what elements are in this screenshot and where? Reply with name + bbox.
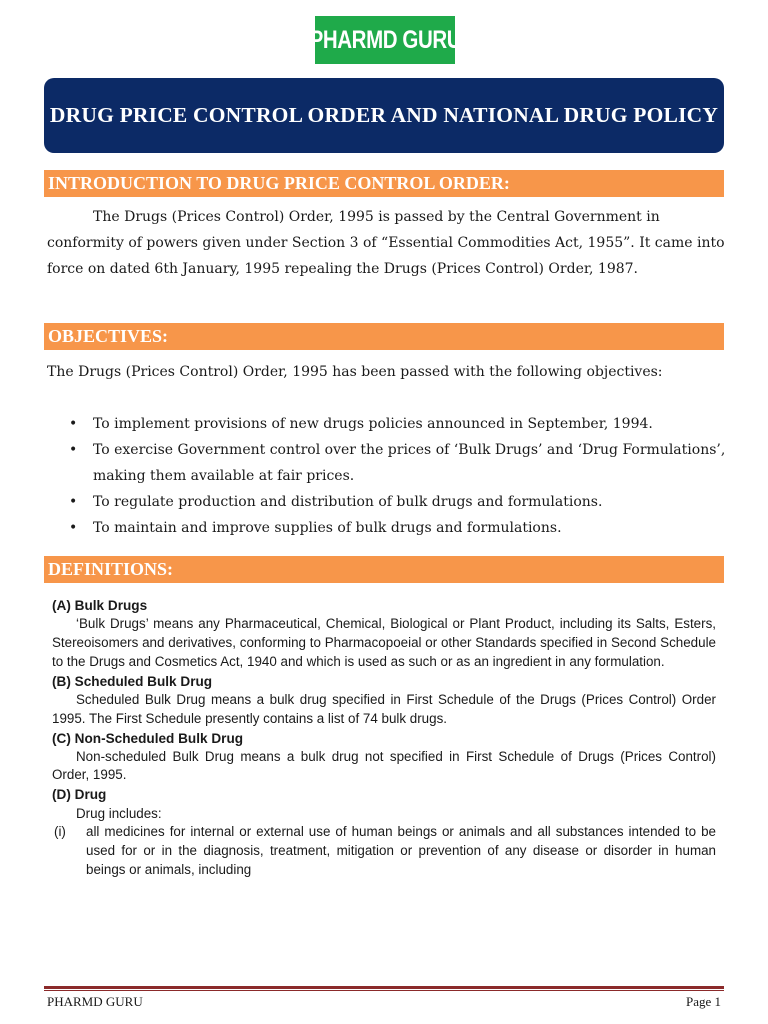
objectives-intro: The Drugs (Prices Control) Order, 1995 has been passed with the following objectives: bbox=[47, 364, 663, 380]
list-item-number: (i) bbox=[54, 824, 66, 840]
definition-a-heading: (A) Bulk Drugs bbox=[52, 598, 148, 613]
section-heading-text: INTRODUCTION TO DRUG PRICE CONTROL ORDER: bbox=[48, 173, 510, 193]
page-title-banner bbox=[44, 78, 724, 153]
footer-divider-thin bbox=[44, 990, 724, 991]
definition-c-text: Non-scheduled Bulk Drug means a bulk drug not specified in First Schedule of Drugs (Prices Control) Order, 1995. bbox=[52, 748, 716, 783]
section-heading-intro bbox=[44, 170, 724, 197]
brand-logo-text: PHARMD GURU bbox=[309, 25, 461, 54]
section-heading-definitions bbox=[44, 556, 724, 583]
intro-paragraph: The Drugs (Prices Control) Order, 1995 is passed by the Central Government in conformity of powers given under Section 3 of “Essential Commodities Act, 1955”. It came into force on dated 6th January, 1995 repealing the Drugs (Prices Control) Order, 1987. bbox=[47, 209, 725, 277]
definition-b-text: Scheduled Bulk Drug means a bulk drug specified in First Schedule of the Drugs (Prices Control) Order 1995. The First Schedule presently contains a list of 74 bulk drugs. bbox=[52, 691, 716, 726]
definition-d-heading: (D) Drug bbox=[52, 787, 107, 803]
page-number: Page 1 bbox=[685, 994, 721, 1009]
definition-b-heading: (B) Scheduled Bulk Drug bbox=[52, 673, 213, 689]
list-item: • To implement provisions of new drugs policies announced in September, 1994. bbox=[47, 411, 727, 437]
list-item: • To regulate production and distribution of bulk drugs and formulations. bbox=[47, 489, 727, 515]
objectives-list bbox=[47, 411, 727, 541]
definitions-body bbox=[52, 596, 716, 880]
section-heading-text: OBJECTIVES: bbox=[48, 326, 169, 346]
definition-c-heading: (C) Non-Scheduled Bulk Drug bbox=[52, 730, 244, 746]
definition-d-item bbox=[52, 823, 716, 880]
footer-brand: PHARMD GURU bbox=[47, 994, 143, 1009]
section-heading-objectives bbox=[44, 323, 724, 350]
brand-logo bbox=[309, 16, 461, 64]
footer-divider bbox=[44, 986, 724, 989]
page-title: DRUG PRICE CONTROL ORDER AND NATIONAL DRUG POLICY bbox=[49, 103, 719, 127]
list-item-text: all medicines for internal or external use of human beings or animals and all substances intended to be used for or in the diagnosis, treatment, mitigation or prevention of any disease or disorder in human beings or animals, including bbox=[86, 824, 716, 878]
definition-a-text: ‘Bulk Drugs’ means any Pharmaceutical, Chemical, Biological or Plant Product, including its Salts, Esters, Stereoisomers and derivatives, conforming to Pharmacopoeial or other Standards specified in Second Schedule to the Drugs and Cosmetics Act, 1940 and which is used as such or as an ingredient in any formulation. bbox=[52, 616, 716, 669]
list-item: • To maintain and improve supplies of bulk drugs and formulations. bbox=[47, 515, 727, 541]
section-heading-text: DEFINITIONS: bbox=[48, 559, 174, 579]
list-item: • To exercise Government control over the prices of ‘Bulk Drugs’ and ‘Drug Formulations’, making them available at fair prices. bbox=[47, 437, 727, 489]
definition-d-text: Drug includes: bbox=[76, 806, 162, 822]
